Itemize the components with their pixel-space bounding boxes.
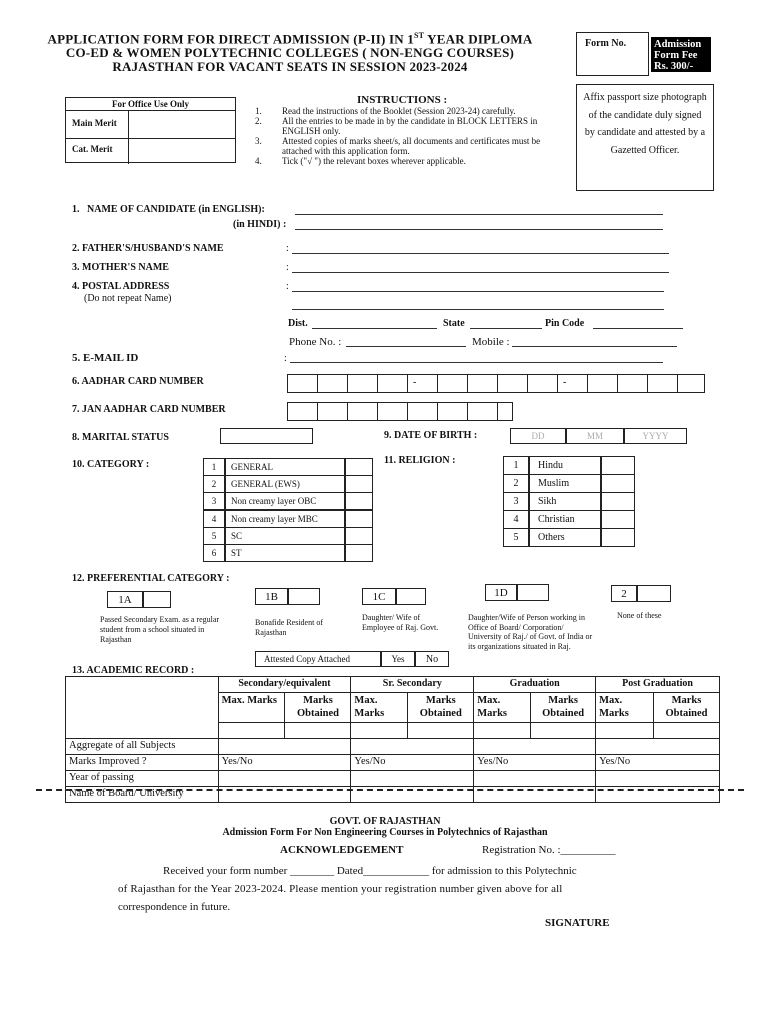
attested-no-label: No	[425, 654, 439, 665]
pref-1a-code	[107, 591, 143, 608]
academic-cell[interactable]	[474, 771, 596, 787]
ack-title: ACKNOWLEDGEMENT	[280, 844, 404, 856]
academic-cell[interactable]	[474, 739, 596, 755]
marks-obtained-header: Marks Obtained	[285, 693, 351, 723]
state-label: State	[443, 318, 465, 329]
instruction-number: 3.	[255, 136, 262, 146]
father-label: 2. FATHER'S/HUSBAND'S NAME	[72, 243, 224, 254]
academic-cell[interactable]	[218, 771, 351, 787]
pref-2-code	[611, 585, 637, 602]
address-line-2[interactable]	[292, 309, 664, 310]
instruction-number: 2.	[255, 116, 262, 126]
ack-body-line-1: Received your form number ________ Dated____________ for admission to this Polytechnic	[163, 865, 577, 877]
dob-month-placeholder: MM	[586, 431, 603, 441]
pin-field[interactable]	[593, 328, 683, 329]
dist-label: Dist.	[288, 318, 308, 329]
academic-group-header: Post Graduation	[596, 677, 720, 693]
category-checkbox[interactable]	[345, 475, 373, 493]
office-divider-v	[128, 110, 129, 164]
mother-colon: :	[286, 262, 289, 273]
category-checkbox[interactable]	[345, 510, 373, 528]
academic-cell[interactable]	[653, 723, 719, 739]
ack-body-line-3: correspondence in future.	[118, 901, 231, 913]
email-field[interactable]	[290, 362, 663, 363]
marks-obtained-header: Marks Obtained	[408, 693, 474, 723]
marks-obtained-header: Marks Obtained	[531, 693, 596, 723]
title-superscript: ST	[414, 31, 425, 40]
academic-cell[interactable]	[351, 771, 474, 787]
marks-improved-yesno[interactable]: Yes/No	[474, 755, 596, 771]
state-field[interactable]	[470, 328, 542, 329]
category-number: 5	[203, 527, 225, 545]
religion-number: 2	[503, 474, 529, 493]
office-divider-1	[66, 110, 235, 111]
address-note: (Do not repeat Name)	[84, 293, 172, 304]
religion-label-text: Hindu	[529, 456, 601, 475]
academic-cell[interactable]	[474, 723, 531, 739]
academic-cell[interactable]	[218, 739, 351, 755]
category-number: 3	[203, 492, 225, 510]
category-checkbox[interactable]	[345, 458, 373, 476]
dob-day-field[interactable]	[510, 428, 566, 444]
marks-improved-yesno[interactable]: Yes/No	[351, 755, 474, 771]
religion-label-text: Christian	[529, 510, 601, 529]
pref-1b-description: Bonafide Resident of Rajasthan	[255, 618, 323, 637]
max-marks-header: Max. Marks	[218, 693, 285, 723]
name-label: 1. NAME OF CANDIDATE (in ENGLISH):	[72, 204, 265, 215]
category-label-text: GENERAL (EWS)	[225, 475, 345, 493]
email-colon: :	[284, 353, 287, 364]
phone-field[interactable]	[346, 346, 466, 347]
religion-checkbox[interactable]	[601, 492, 635, 511]
category-label-text: Non creamy layer OBC	[225, 492, 345, 510]
instructions-list	[255, 106, 560, 166]
form-no-box[interactable]	[576, 32, 649, 76]
dob-month-field[interactable]	[566, 428, 624, 444]
mobile-field[interactable]	[512, 346, 677, 347]
office-use-box	[65, 97, 236, 163]
max-marks-header: Max. Marks	[596, 693, 654, 723]
photo-instructions: Affix passport size photograph of the candidate duly signed by candidate and attested by a Gazetted Officer.	[583, 92, 707, 156]
pref-1b-code	[255, 588, 288, 605]
fee-line-3: Rs. 300/-	[654, 61, 694, 72]
pref-1d-code	[485, 584, 517, 601]
category-label: 10. CATEGORY :	[72, 459, 150, 470]
dob-year-placeholder: YYYY	[642, 431, 669, 441]
religion-label-text: Sikh	[529, 492, 601, 511]
category-checkbox[interactable]	[345, 544, 373, 562]
religion-number: 1	[503, 456, 529, 475]
religion-checkbox[interactable]	[601, 474, 635, 493]
pref-1a-description: Passed Secondary Exam. as a regular student from a school situated in Rajasthan	[100, 615, 220, 644]
attested-copy-box	[255, 651, 381, 667]
instructions-title: INSTRUCTIONS :	[357, 94, 448, 106]
form-fee-badge	[651, 37, 711, 72]
instruction-number: 1.	[255, 106, 262, 116]
religion-label-text: Muslim	[529, 474, 601, 493]
pin-label: Pin Code	[545, 318, 585, 329]
category-number: 6	[203, 544, 225, 562]
pref-2-description: None of these	[617, 611, 662, 620]
academic-record-table	[65, 676, 720, 803]
instruction-item	[255, 106, 560, 116]
academic-cell[interactable]	[408, 723, 474, 739]
name-hindi-field[interactable]	[295, 229, 663, 230]
academic-cell[interactable]	[285, 723, 351, 739]
category-number: 2	[203, 475, 225, 493]
religion-number: 5	[503, 528, 529, 547]
religion-number: 3	[503, 492, 529, 511]
religion-label: 11. RELIGION :	[384, 455, 456, 466]
fee-line-1: Admission	[654, 39, 702, 50]
mother-label: 3. MOTHER'S NAME	[72, 262, 169, 273]
category-label-text: Non creamy layer MBC	[225, 510, 345, 528]
category-checkbox[interactable]	[345, 527, 373, 545]
cut-line-separator	[36, 789, 744, 791]
cat-merit-label: Cat. Merit	[72, 144, 113, 154]
instruction-item	[255, 116, 560, 136]
address-line-1[interactable]	[292, 291, 664, 292]
hindi-label: (in HINDI) :	[233, 219, 287, 230]
pref-1a-text: 1A	[118, 594, 132, 606]
address-label: 4. POSTAL ADDRESS	[72, 281, 170, 292]
attested-yes-option[interactable]	[381, 651, 415, 667]
category-label-text: SC	[225, 527, 345, 545]
pref-1d-text: 1D	[494, 587, 508, 599]
form-title-line-3: RAJASTHAN FOR VACANT SEATS IN SESSION 2023-2024	[112, 59, 468, 74]
instruction-text: All the entries to be made in by the candidate in BLOCK LETTERS in ENGLISH only.	[282, 116, 538, 136]
attested-no-option[interactable]	[415, 651, 449, 667]
address-colon: :	[286, 281, 289, 292]
max-marks-header: Max. Marks	[351, 693, 408, 723]
attested-copy-label: Attested Copy Attached	[264, 654, 350, 664]
ack-body-line-2: of Rajasthan for the Year 2023-2024. Please mention your registration number given above for all	[118, 883, 563, 895]
religion-checkbox[interactable]	[601, 528, 635, 547]
dob-day-placeholder: DD	[531, 431, 545, 441]
academic-cell[interactable]	[531, 723, 596, 739]
pref-1c-code	[362, 588, 396, 605]
pref-1c-text: 1C	[372, 591, 386, 603]
category-checkbox[interactable]	[345, 492, 373, 510]
academic-label: 13. ACADEMIC RECORD :	[72, 665, 195, 676]
aadhar-separator-1: -	[413, 377, 417, 388]
religion-checkbox[interactable]	[601, 456, 635, 475]
instruction-number: 4.	[255, 156, 262, 166]
father-name-field[interactable]	[292, 253, 669, 254]
marks-improved-yesno[interactable]: Yes/No	[218, 755, 351, 771]
academic-cell[interactable]	[351, 723, 408, 739]
pref-1b-text: 1B	[265, 591, 278, 603]
dob-year-field[interactable]	[624, 428, 687, 444]
phone-label: Phone No. :	[289, 336, 342, 348]
office-divider-2	[66, 138, 235, 139]
form-no-label: Form No.	[585, 38, 627, 49]
marital-status-field[interactable]	[220, 428, 313, 444]
pref-1d-description: Daughter/Wife of Person working in Office of Board/ Corporation/ University of Raj./ of Govt. of India or its organizations situated in Raj.	[468, 613, 593, 651]
father-colon: :	[286, 243, 289, 254]
category-label-text: ST	[225, 544, 345, 562]
photo-box[interactable]	[576, 84, 714, 191]
pref-1b-checkbox[interactable]	[288, 588, 320, 605]
category-number: 4	[203, 510, 225, 528]
mobile-label: Mobile :	[472, 336, 510, 348]
marks-obtained-header: Marks Obtained	[653, 693, 719, 723]
category-number: 1	[203, 458, 225, 476]
office-use-title: For Office Use Only	[111, 99, 190, 109]
pref-2-text: 2	[621, 588, 627, 600]
instruction-text: Attested copies of marks sheet/s, all documents and certificates must be attached with this application form.	[282, 136, 541, 156]
mother-name-field[interactable]	[292, 272, 669, 273]
max-marks-header: Max. Marks	[474, 693, 531, 723]
category-label-text: GENERAL	[225, 458, 345, 476]
academic-cell[interactable]	[596, 739, 720, 755]
academic-cell[interactable]	[351, 739, 474, 755]
dist-field[interactable]	[312, 328, 437, 329]
ack-signature-label: SIGNATURE	[545, 917, 610, 929]
academic-group-header: Secondary/equivalent	[218, 677, 351, 693]
academic-cell[interactable]	[218, 723, 285, 739]
aadhar-separator-2: -	[563, 377, 567, 388]
religion-number: 4	[503, 510, 529, 529]
ack-govt-title: GOVT. OF RAJASTHAN	[329, 816, 441, 827]
pref-1c-description: Daughter/ Wife of Employee of Raj. Govt.	[362, 613, 439, 632]
title-line-1-text: APPLICATION FORM FOR DIRECT ADMISSION (P-II) IN 1	[47, 31, 414, 47]
religion-label-text: Others	[529, 528, 601, 547]
jan-aadhar-label: 7. JAN AADHAR CARD NUMBER	[72, 404, 226, 415]
marks-improved-row-label: Marks Improved ?	[66, 755, 219, 771]
dob-label: 9. DATE OF BIRTH :	[384, 430, 478, 441]
aadhar-number-boxes[interactable]	[287, 374, 705, 393]
religion-checkbox[interactable]	[601, 510, 635, 529]
academic-group-header: Graduation	[474, 677, 596, 693]
main-merit-label: Main Merit	[72, 118, 117, 128]
email-label: 5. E-MAIL ID	[72, 352, 139, 364]
fee-line-2: Form Fee	[654, 50, 698, 61]
pref-1a-checkbox[interactable]	[143, 591, 171, 608]
ack-registration-no[interactable]: Registration No. :__________	[482, 844, 616, 856]
instruction-text: Tick ("√ ") the relevant boxes wherever applicable.	[282, 156, 466, 166]
pref-2-checkbox[interactable]	[637, 585, 671, 602]
jan-aadhar-boxes[interactable]	[287, 402, 513, 421]
year-passing-row-label: Year of passing	[66, 771, 219, 787]
form-title-line-2: CO-ED & WOMEN POLYTECHNIC COLLEGES ( NON-ENGG COURSES)	[65, 45, 515, 60]
aadhar-label: 6. AADHAR CARD NUMBER	[72, 376, 204, 387]
academic-cell[interactable]	[596, 771, 720, 787]
title-line-1-suffix: YEAR DIPLOMA	[424, 31, 533, 47]
name-english-field[interactable]	[295, 214, 663, 215]
pref-1c-checkbox[interactable]	[396, 588, 426, 605]
instruction-item	[255, 156, 560, 166]
attested-yes-label: Yes	[391, 654, 405, 664]
aggregate-row-label: Aggregate of all Subjects	[66, 739, 219, 755]
marks-improved-yesno[interactable]: Yes/No	[596, 755, 720, 771]
academic-corner-cell	[66, 677, 219, 739]
preferential-label: 12. PREFERENTIAL CATEGORY :	[72, 573, 230, 584]
pref-1d-checkbox[interactable]	[517, 584, 549, 601]
academic-group-header: Sr. Secondary	[351, 677, 474, 693]
instruction-text: Read the instructions of the Booklet (Session 2023-24) carefully.	[282, 106, 516, 116]
instruction-item	[255, 136, 560, 156]
marital-label: 8. MARITAL STATUS	[72, 432, 169, 443]
academic-cell[interactable]	[596, 723, 654, 739]
ack-subtitle: Admission Form For Non Engineering Courses in Polytechnics of Rajasthan	[222, 827, 548, 838]
board-university-row-label: Name of Board/ University	[66, 787, 219, 803]
